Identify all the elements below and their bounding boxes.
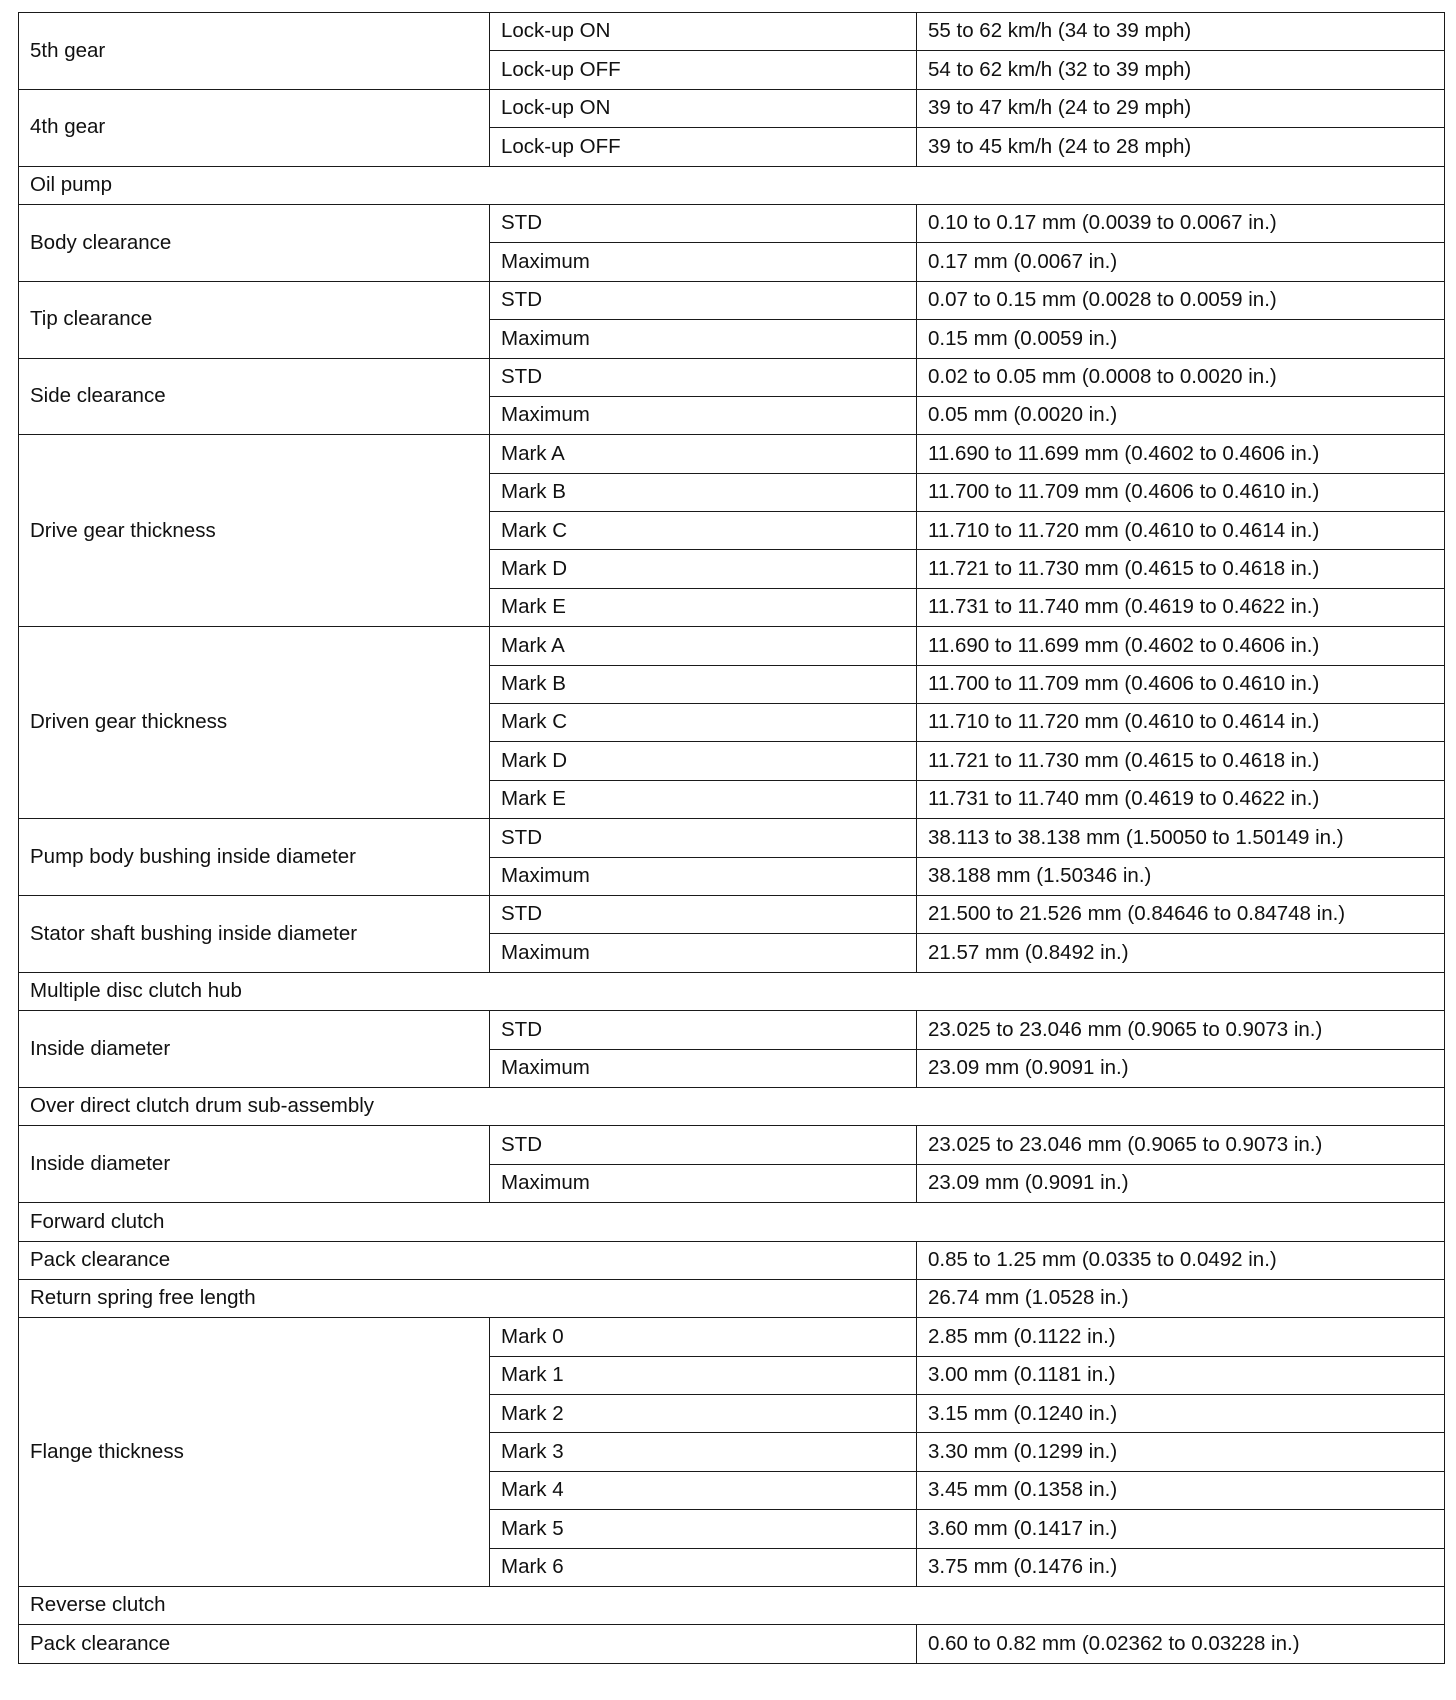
spec-value: 0.02 to 0.05 mm (0.0008 to 0.0020 in.) — [917, 358, 1445, 396]
condition-label: STD — [490, 1011, 917, 1049]
spec-value: 38.188 mm (1.50346 in.) — [917, 857, 1445, 895]
condition-label: Mark 4 — [490, 1471, 917, 1509]
spec-value: 0.05 mm (0.0020 in.) — [917, 396, 1445, 434]
condition-label: STD — [490, 819, 917, 857]
spec-value: 23.025 to 23.046 mm (0.9065 to 0.9073 in.) — [917, 1126, 1445, 1164]
condition-label: Mark 2 — [490, 1395, 917, 1433]
spec-value: 0.85 to 1.25 mm (0.0335 to 0.0492 in.) — [917, 1241, 1445, 1279]
spec-value: 0.60 to 0.82 mm (0.02362 to 0.03228 in.) — [917, 1625, 1445, 1663]
condition-label: Mark 5 — [490, 1510, 917, 1548]
condition-label: Maximum — [490, 1049, 917, 1087]
table-row — [19, 13, 1445, 51]
section-heading: Forward clutch — [19, 1203, 1445, 1241]
spec-value: 11.710 to 11.720 mm (0.4610 to 0.4614 in.) — [917, 512, 1445, 550]
table-row — [19, 358, 1445, 396]
condition-label: Mark A — [490, 627, 917, 665]
spec-value: 0.17 mm (0.0067 in.) — [917, 243, 1445, 281]
spec-value: 3.30 mm (0.1299 in.) — [917, 1433, 1445, 1471]
condition-label: Maximum — [490, 396, 917, 434]
section-row — [19, 1587, 1445, 1625]
table-row — [19, 435, 1445, 473]
condition-label: Mark A — [490, 435, 917, 473]
spec-value: 0.10 to 0.17 mm (0.0039 to 0.0067 in.) — [917, 204, 1445, 242]
spec-value: 21.57 mm (0.8492 in.) — [917, 934, 1445, 972]
item-label: Flange thickness — [19, 1318, 490, 1587]
condition-label: Maximum — [490, 243, 917, 281]
spec-value: 3.45 mm (0.1358 in.) — [917, 1471, 1445, 1509]
item-label: Drive gear thickness — [19, 435, 490, 627]
condition-label: Mark 6 — [490, 1548, 917, 1586]
table-row — [19, 1279, 1445, 1317]
condition-label: STD — [490, 281, 917, 319]
condition-label: Maximum — [490, 934, 917, 972]
spec-value: 11.710 to 11.720 mm (0.4610 to 0.4614 in.) — [917, 704, 1445, 742]
item-label: 5th gear — [19, 13, 490, 90]
table-row — [19, 819, 1445, 857]
table-row — [19, 1241, 1445, 1279]
table-row — [19, 1318, 1445, 1356]
spec-value: 3.15 mm (0.1240 in.) — [917, 1395, 1445, 1433]
condition-label: Mark B — [490, 665, 917, 703]
condition-label: Mark C — [490, 704, 917, 742]
section-heading: Reverse clutch — [19, 1587, 1445, 1625]
spec-value: 0.15 mm (0.0059 in.) — [917, 320, 1445, 358]
table-row — [19, 204, 1445, 242]
table-row — [19, 895, 1445, 933]
item-label: Driven gear thickness — [19, 627, 490, 819]
spec-value: 21.500 to 21.526 mm (0.84646 to 0.84748 in.) — [917, 895, 1445, 933]
item-label: Pack clearance — [19, 1625, 917, 1663]
condition-label: Mark 0 — [490, 1318, 917, 1356]
item-label: 4th gear — [19, 89, 490, 166]
condition-label: Mark E — [490, 588, 917, 626]
section-row — [19, 1203, 1445, 1241]
spec-value: 54 to 62 km/h (32 to 39 mph) — [917, 51, 1445, 89]
condition-label: STD — [490, 204, 917, 242]
condition-label: Lock-up OFF — [490, 51, 917, 89]
table-row — [19, 627, 1445, 665]
condition-label: Maximum — [490, 320, 917, 358]
condition-label: Mark D — [490, 550, 917, 588]
spec-value: 23.09 mm (0.9091 in.) — [917, 1049, 1445, 1087]
spec-value: 26.74 mm (1.0528 in.) — [917, 1279, 1445, 1317]
table-row — [19, 1011, 1445, 1049]
spec-value: 2.85 mm (0.1122 in.) — [917, 1318, 1445, 1356]
table-row — [19, 1126, 1445, 1164]
condition-label: Mark C — [490, 512, 917, 550]
condition-label: Mark 1 — [490, 1356, 917, 1394]
spec-value: 11.700 to 11.709 mm (0.4606 to 0.4610 in.) — [917, 665, 1445, 703]
spec-value: 39 to 45 km/h (24 to 28 mph) — [917, 128, 1445, 166]
item-label: Pump body bushing inside diameter — [19, 819, 490, 896]
spec-value: 23.09 mm (0.9091 in.) — [917, 1164, 1445, 1202]
condition-label: Mark E — [490, 780, 917, 818]
item-label: Inside diameter — [19, 1126, 490, 1203]
spec-value: 55 to 62 km/h (34 to 39 mph) — [917, 13, 1445, 51]
section-row — [19, 166, 1445, 204]
section-heading: Over direct clutch drum sub-assembly — [19, 1087, 1445, 1125]
item-label: Pack clearance — [19, 1241, 917, 1279]
condition-label: Maximum — [490, 857, 917, 895]
spec-value: 11.731 to 11.740 mm (0.4619 to 0.4622 in.) — [917, 780, 1445, 818]
spec-value: 11.721 to 11.730 mm (0.4615 to 0.4618 in.) — [917, 550, 1445, 588]
condition-label: Maximum — [490, 1164, 917, 1202]
spec-value: 11.721 to 11.730 mm (0.4615 to 0.4618 in.) — [917, 742, 1445, 780]
condition-label: STD — [490, 358, 917, 396]
spec-value: 3.00 mm (0.1181 in.) — [917, 1356, 1445, 1394]
condition-label: Mark B — [490, 473, 917, 511]
spec-value: 11.700 to 11.709 mm (0.4606 to 0.4610 in.) — [917, 473, 1445, 511]
table-row — [19, 89, 1445, 127]
condition-label: Mark 3 — [490, 1433, 917, 1471]
item-label: Side clearance — [19, 358, 490, 435]
spec-value: 11.731 to 11.740 mm (0.4619 to 0.4622 in.) — [917, 588, 1445, 626]
table-row — [19, 281, 1445, 319]
table-row — [19, 1625, 1445, 1663]
condition-label: Lock-up ON — [490, 89, 917, 127]
condition-label: STD — [490, 1126, 917, 1164]
spec-table — [18, 12, 1445, 1664]
condition-label: Lock-up ON — [490, 13, 917, 51]
spec-value: 3.60 mm (0.1417 in.) — [917, 1510, 1445, 1548]
item-label: Inside diameter — [19, 1011, 490, 1088]
spec-value: 23.025 to 23.046 mm (0.9065 to 0.9073 in.) — [917, 1011, 1445, 1049]
section-heading: Oil pump — [19, 166, 1445, 204]
spec-value: 3.75 mm (0.1476 in.) — [917, 1548, 1445, 1586]
spec-value: 11.690 to 11.699 mm (0.4602 to 0.4606 in.) — [917, 627, 1445, 665]
condition-label: STD — [490, 895, 917, 933]
spec-value: 39 to 47 km/h (24 to 29 mph) — [917, 89, 1445, 127]
spec-value: 38.113 to 38.138 mm (1.50050 to 1.50149 in.) — [917, 819, 1445, 857]
section-heading: Multiple disc clutch hub — [19, 972, 1445, 1010]
spec-value: 11.690 to 11.699 mm (0.4602 to 0.4606 in.) — [917, 435, 1445, 473]
item-label: Return spring free length — [19, 1279, 917, 1317]
spec-table-body — [19, 13, 1445, 1664]
spec-value: 0.07 to 0.15 mm (0.0028 to 0.0059 in.) — [917, 281, 1445, 319]
item-label: Tip clearance — [19, 281, 490, 358]
condition-label: Lock-up OFF — [490, 128, 917, 166]
item-label: Body clearance — [19, 204, 490, 281]
section-row — [19, 1087, 1445, 1125]
item-label: Stator shaft bushing inside diameter — [19, 895, 490, 972]
section-row — [19, 972, 1445, 1010]
condition-label: Mark D — [490, 742, 917, 780]
